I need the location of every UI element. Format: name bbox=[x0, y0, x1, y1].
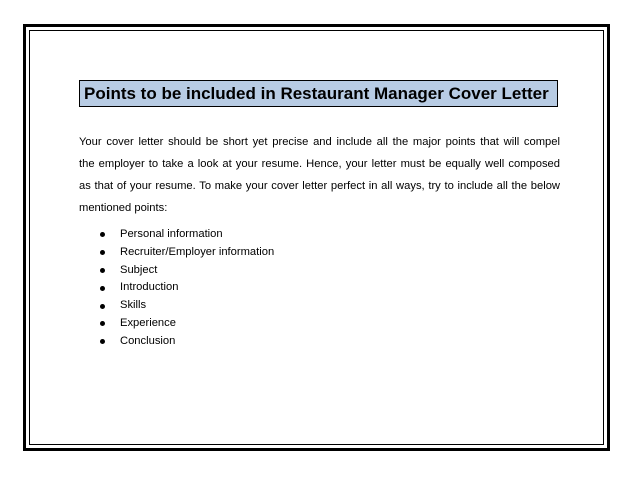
bullet-icon bbox=[100, 286, 105, 291]
paragraph-line: the employer to take a look at your resume. Hence, your letter must be equally well composed bbox=[79, 158, 560, 170]
bullet-icon bbox=[100, 232, 105, 237]
bullet-icon bbox=[100, 268, 105, 273]
paragraph-line: Your cover letter should be short yet precise and include all the major points that will compel bbox=[79, 136, 560, 148]
list-item bbox=[100, 262, 274, 280]
bullet-icon bbox=[100, 304, 105, 309]
paragraph-line: as that of your resume. To make your cover letter perfect in all ways, try to include all the below bbox=[79, 180, 560, 192]
bullet-icon bbox=[100, 339, 105, 344]
list-item bbox=[100, 244, 274, 262]
points-list bbox=[100, 226, 274, 351]
list-item-label: Skills bbox=[120, 299, 147, 312]
list-item bbox=[100, 297, 274, 315]
bullet-icon bbox=[100, 250, 105, 255]
list-item bbox=[100, 226, 274, 244]
list-item-label: Subject bbox=[120, 263, 158, 276]
paragraph-line: mentioned points: bbox=[79, 202, 168, 214]
list-item-label: Introduction bbox=[120, 281, 179, 294]
list-item-label: Recruiter/Employer information bbox=[120, 245, 275, 258]
list-item-label: Conclusion bbox=[120, 334, 176, 347]
list-item bbox=[100, 333, 274, 351]
bullet-icon bbox=[100, 321, 105, 326]
intro-paragraph bbox=[79, 131, 560, 219]
document-heading: Points to be included in Restaurant Manager Cover Letter bbox=[79, 80, 558, 107]
list-item-label: Experience bbox=[120, 316, 176, 329]
list-item-label: Personal information bbox=[120, 228, 223, 240]
list-item bbox=[100, 279, 274, 297]
list-item bbox=[100, 315, 274, 333]
